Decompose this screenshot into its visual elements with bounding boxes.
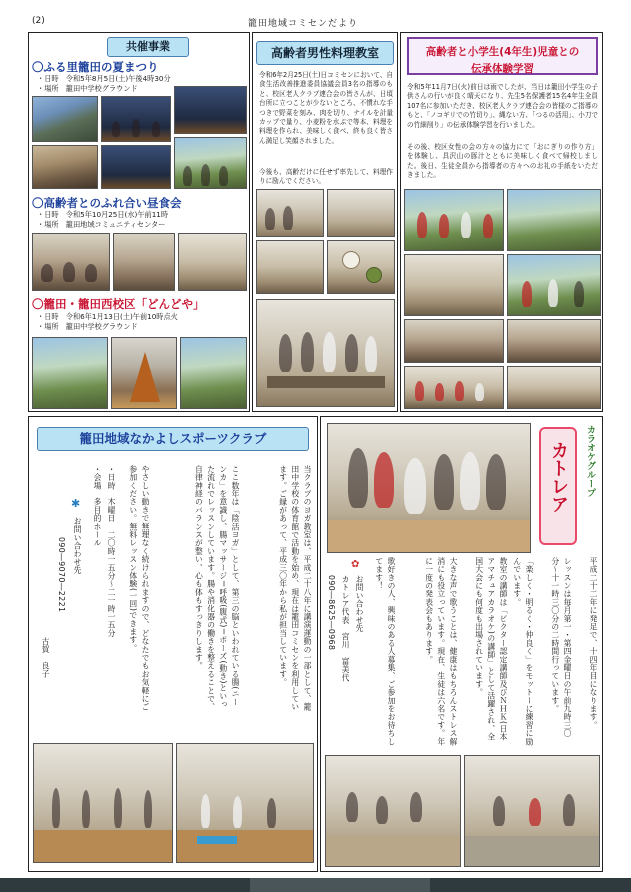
karaoke-column-6: 歌好きの人、興味のある人募集、ご参加をお待ちしてます！ xyxy=(374,557,396,746)
sports-contact-name: 古賀 良子 xyxy=(41,637,50,678)
children-photo-7 xyxy=(404,366,504,409)
festival-photo-3 xyxy=(174,86,247,134)
dondoya-title: 〇籠田・籠田西校区「どんどや」 xyxy=(32,297,205,311)
sports-club-column-1: 当クラブのヨガ教室は、平成二十八年に講演運動の一部として、籠田中学校の体育館で活動を始め、現在は籠田コミセンを利用しています。ご縁があって、平成三〇年から私が担当しています。 xyxy=(278,465,312,711)
festival-photo-6 xyxy=(174,137,247,189)
summer-festival-date: ・日時 令和5年8月5日(土)午後4時30分 xyxy=(37,74,171,83)
children-photo-4 xyxy=(507,254,601,316)
karaoke-contact-phone: 090―8625―0968 xyxy=(327,575,336,651)
page-number: (2) xyxy=(32,16,45,26)
children-photo-5 xyxy=(404,319,504,363)
festival-photo-2 xyxy=(101,96,171,142)
page-header xyxy=(28,12,608,30)
children-experience-banner xyxy=(407,37,598,75)
lunch-gathering-place: ・場所 籠田地域コミュニティセンター xyxy=(37,220,166,229)
karaoke-group-photo xyxy=(327,423,531,553)
children-experience-panel xyxy=(400,32,603,412)
joint-events-panel xyxy=(28,32,250,412)
karaoke-column-4: 教室の講師は「ビクター認定講師及びＮＨＫ(日本アマチュアカラオケ)の講師」として活躍され、全国大会にも何度も出場されています。 xyxy=(474,557,508,741)
karaoke-column-5: 大きな声で歌うことは、健康はもちろんストレス解消にも役立っています。現在、生徒は六名です。年に一度の発表会もあります。 xyxy=(424,557,458,746)
summer-festival-place: ・場所 籠田中学校グラウンド xyxy=(37,84,138,93)
children-title-line-2: 伝承体験学習 xyxy=(471,63,534,75)
karaoke-name: カトレア xyxy=(548,441,569,513)
children-title-line-1: 高齢者と小学生(4年生)児童との xyxy=(425,46,580,58)
cooking-class-body-2: 今後も、高齢だけに任せず率先して、料理作りに励んでください。 xyxy=(259,168,393,186)
dondoya-photo-2 xyxy=(111,337,177,409)
contact-star-icon: ✱ xyxy=(71,497,81,510)
children-photo-1 xyxy=(404,189,504,251)
children-photo-2 xyxy=(507,189,601,251)
sports-club-panel xyxy=(28,416,318,872)
festival-photo-5 xyxy=(101,145,171,189)
cooking-photo-1 xyxy=(256,189,324,237)
sports-contact-phone: 090―9070―2221 xyxy=(57,537,66,613)
karaoke-photo-1 xyxy=(325,755,461,867)
dondoya-place: ・場所 籠田中学校グラウンド xyxy=(37,322,138,331)
sports-contact-label: お問い合わせ先 xyxy=(73,517,82,575)
karaoke-contact-org: カトレア代表 宮川 富美代 xyxy=(341,575,350,682)
cooking-class-panel xyxy=(252,32,398,412)
children-photo-3 xyxy=(404,254,504,316)
yoga-photo-1 xyxy=(33,743,173,863)
karaoke-column-2: レッスンは毎月第一・第四金曜日の午前九時三〇分〜十一時三〇分の二時間行っています。 xyxy=(550,557,572,738)
sports-club-time: ・日時 木曜日 二〇時一五分〜二一時一五分 xyxy=(107,465,116,638)
yoga-photo-2 xyxy=(176,743,314,863)
sports-club-venue: ・会場 多目的ホール xyxy=(93,465,102,547)
cooking-class-banner: 高齢者男性料理教室 xyxy=(256,41,394,65)
lunch-gathering-date: ・日時 令和5年10月25日(水)午前11時 xyxy=(37,210,169,219)
lunch-photo-2 xyxy=(113,233,175,291)
karaoke-column-1: 平成二十二年に発足で、十四年目になります。 xyxy=(589,557,598,730)
festival-photo-1 xyxy=(32,96,98,142)
festival-photo-4 xyxy=(32,145,98,189)
karaoke-photo-2 xyxy=(464,755,600,867)
cooking-photo-4 xyxy=(327,240,395,294)
dondoya-date: ・日時 令和6年1月13日(土)午前10時点火 xyxy=(37,312,178,321)
cooking-class-body-1: 令和6年2月25日(土)日コミセンにおいて、自食生活改善推進委員協議会員3名の指導のもと、校区老人クラブ連合会の皆さんが、日頃台所に立つことが少ないところ、不慣れな手つきで野菜を刻み、肉を切り、ナイルを計量カップで量り、小麦粉を水ぷで等本、料理を料理を作られ、美味しく食べ、終も良く皆さん満足し笑顔されました。 xyxy=(259,71,393,145)
contact-flower-icon: ✿ xyxy=(351,559,360,570)
dondoya-photo-3 xyxy=(180,337,247,409)
sports-club-column-3: やさしい動きで無理なく続けられますので、どなたでもお気軽にご参加ください。無料レッスン体験(一回)できます。 xyxy=(128,465,150,711)
children-photo-8 xyxy=(507,366,601,409)
cooking-photo-3 xyxy=(256,240,324,294)
viewer-footer-bar xyxy=(0,878,631,892)
karaoke-column-3: 「楽しく・明るく・仲良く」をモットーに練習に励んでいます。 xyxy=(512,557,534,746)
karaoke-contact-label: お問い合わせ先 xyxy=(355,575,364,633)
cooking-group-photo xyxy=(256,299,395,407)
karaoke-group-panel xyxy=(320,416,603,872)
dondoya-photo-1 xyxy=(32,337,108,409)
children-photo-6 xyxy=(507,319,601,363)
karaoke-group-label: カラオケグループ xyxy=(585,425,595,497)
cooking-photo-2 xyxy=(327,189,395,237)
newsletter-title: 籠田地域コミセンだより xyxy=(248,19,359,29)
sports-club-banner: 籠田地域なかよしスポーツクラブ xyxy=(37,427,309,451)
karaoke-name-badge xyxy=(539,427,577,545)
joint-events-banner: 共催事業 xyxy=(107,37,189,57)
summer-festival-title: 〇ふる里籠田の夏まつり xyxy=(32,60,159,74)
children-experience-body-2: その後、校区女性の会の方々の協力にて「おにぎりの作り方」を体験し、具沢山の豚汁とともに美味しく食べて帰校しました。後日、生徒全員から指導者の方々へのお礼の手紙をいただきました。 xyxy=(407,143,598,180)
lunch-photo-3 xyxy=(178,233,247,291)
sports-club-column-2: ここ数年は「陰活ヨガ」として、第三の脳といわれている腸(ニーンカ」を意識し、腸マッサージ＝呼吸(腹式)＝ポーズ(動き)といった流れでレッスンしています。腸や消化器の働きを整えることで、自律神経のバランスが整い、心も体もすっきりします。 xyxy=(194,465,240,711)
children-experience-body-1: 令和5年11月7日(火)前日は雨でしたが、当日は籠田小学生の子供さんの行いが良く晴天になり、先生5名保護者15名4年生全員107名に参加いただき、校区老人クラブ連合会の皆様のご指導のもと、「ノコギリでの竹切り」、縄ない方、「つるの活用」、小刀での竹細削り」の伝承体験学習を行いました。 xyxy=(407,83,598,129)
lunch-photo-1 xyxy=(32,233,110,291)
lunch-gathering-title: 〇高齢者とのふれ合い昼食会 xyxy=(32,196,182,210)
